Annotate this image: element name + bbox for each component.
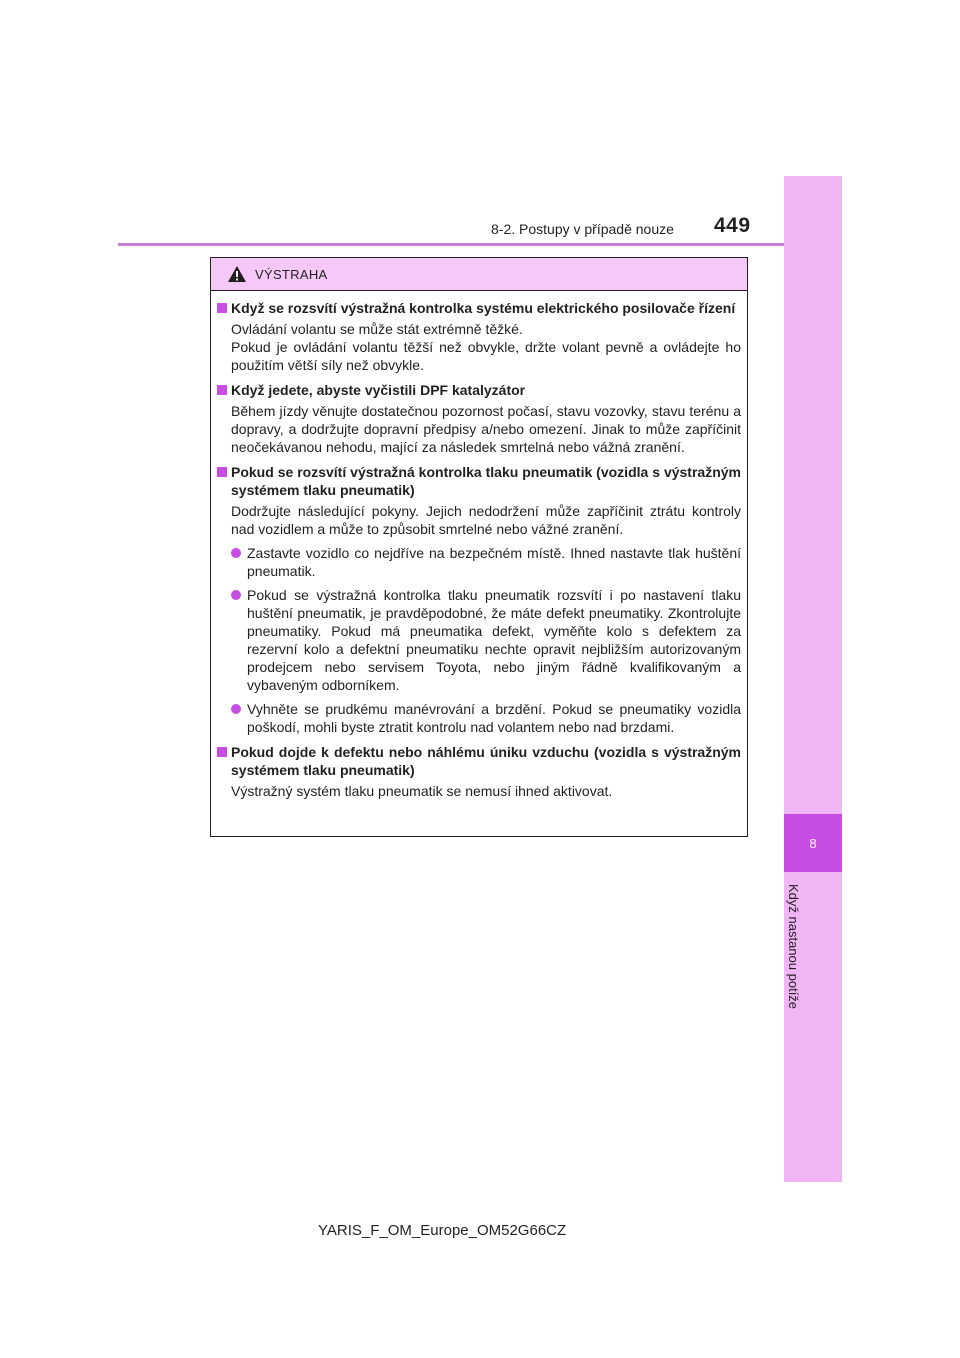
chapter-number-box bbox=[784, 814, 842, 872]
list-item: Vyhněte se prudkému manévrování a brzdění. Pokud se pneumatiky vozidla poškodí, mohli byste ztratit kontrolu nad volantem nebo nad brzdami. bbox=[217, 700, 741, 736]
header-rule bbox=[118, 243, 784, 246]
list-item: Pokud se výstražná kontrolka tlaku pneumatik rozsvítí i po nastavení tlaku huštění pneumatik, je pravděpodobné, že máte defekt pneumatiky. Zkontrolujte pneumatiky. Pokud má pneumatika defekt, vyměňte kolo s defektem za rezervní kolo a defektní pneumatiku nechte opravit nejbližším autorizovaným prodejcem nebo servisem Toyota, nebo jiným řádně kvalifikovaným a vybaveným odborníkem. bbox=[217, 586, 741, 694]
warning-item-title: Když jedete, abyste vyčistili DPF katalyzátor bbox=[217, 381, 741, 399]
warning-triangle-icon bbox=[227, 265, 247, 283]
square-bullet-icon bbox=[217, 385, 227, 395]
warning-header bbox=[211, 258, 747, 291]
document-code: YARIS_F_OM_Europe_OM52G66CZ bbox=[318, 1222, 567, 1239]
round-bullet-icon bbox=[231, 548, 241, 558]
warning-body bbox=[211, 291, 747, 800]
square-bullet-icon bbox=[217, 747, 227, 757]
warning-item-title: Pokud se rozsvítí výstražná kontrolka tlaku pneumatik (vozidla s výstražným systémem tlaku pneumatik) bbox=[217, 463, 741, 499]
square-bullet-icon bbox=[217, 303, 227, 313]
warning-item-text: Ovládání volantu se může stát extrémně těžké. Pokud je ovládání volantu těžší než obvykle, držte volant pevně a ovládejte ho použitím větší síly než obvykle. bbox=[231, 321, 741, 373]
warning-item-text: Během jízdy věnujte dostatečnou pozornost počasí, stavu vozovky, stavu terénu a dopravy, a dodržujte dopravní předpisy a/nebo omezení. Jinak to může zapříčinit neočekávanou nehodu, mající za následek smrtelná nebo vážná zranění. bbox=[231, 403, 741, 455]
warning-box bbox=[210, 257, 748, 837]
warning-item-text: Výstražný systém tlaku pneumatik se nemusí ihned aktivovat. bbox=[231, 783, 613, 799]
chapter-number: 8 bbox=[809, 835, 817, 851]
list-item: Zastavte vozidlo co nejdříve na bezpečném místě. Ihned nastavte tlak huštění pneumatik. bbox=[217, 544, 741, 580]
warning-label: VÝSTRAHA bbox=[255, 266, 328, 282]
round-bullet-icon bbox=[231, 704, 241, 714]
section-title: 8-2. Postupy v případě nouze bbox=[491, 221, 674, 237]
warning-item bbox=[217, 463, 741, 736]
warning-item-title: Když se rozsvítí výstražná kontrolka systému elektrického posilovače řízení bbox=[217, 299, 741, 317]
warning-item bbox=[217, 743, 741, 800]
square-bullet-icon bbox=[217, 467, 227, 477]
chapter-label bbox=[781, 884, 803, 1024]
warning-item bbox=[217, 381, 741, 456]
page-number: 449 bbox=[714, 214, 751, 237]
warning-item bbox=[217, 299, 741, 374]
round-bullet-icon bbox=[231, 590, 241, 600]
chapter-label-text: Když nastanou potíže bbox=[786, 884, 801, 1010]
warning-item-text: Dodržujte následující pokyny. Jejich nedodržení může zapříčinit ztrátu kontroly nad vozidlem a může to způsobit smrtelné nebo vážné zranění. bbox=[231, 503, 741, 537]
warning-item-title: Pokud dojde k defektu nebo náhlému úniku vzduchu (vozidla s výstražným systémem tlaku pneumatik) bbox=[217, 743, 741, 779]
chapter-side-tab bbox=[784, 176, 842, 1182]
